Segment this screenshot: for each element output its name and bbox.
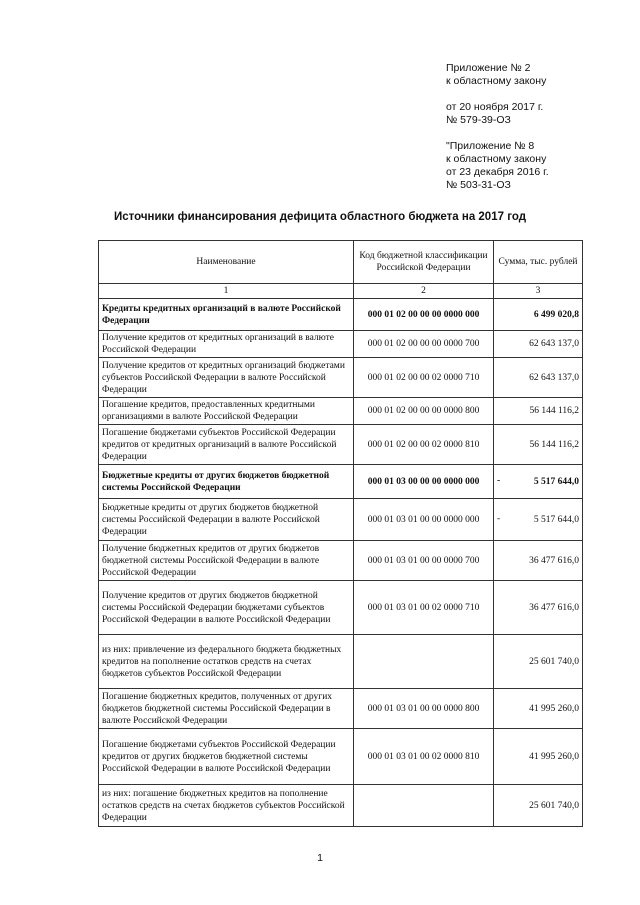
table-row <box>99 689 583 729</box>
annex-line: "Приложение № 8 <box>446 140 535 152</box>
row-sum <box>494 425 583 465</box>
table-row <box>99 398 583 425</box>
row-sum <box>494 581 583 635</box>
row-sum <box>494 499 583 541</box>
annex-line: от 20 ноября 2017 г. <box>446 101 544 113</box>
header-name: Наименование <box>99 241 354 284</box>
row-code: 000 01 02 00 00 00 0000 000 <box>354 299 494 331</box>
table-row <box>99 358 583 398</box>
annex-line: к областному закону <box>446 153 547 165</box>
row-sum-value: 41 995 260,0 <box>529 703 579 714</box>
row-sum <box>494 465 583 499</box>
row-sum <box>494 358 583 398</box>
row-sum-value: 41 995 260,0 <box>529 751 579 762</box>
row-sum-value: 62 643 137,0 <box>529 339 579 349</box>
annex-gap <box>446 127 549 140</box>
annex-line: № 503-31-ОЗ <box>446 179 511 191</box>
row-sum <box>494 541 583 581</box>
row-name: из них: привлечение из федерального бюджета бюджетных кредитов на пополнение остатков средств на счетах бюджетов субъектов Российской Федерации <box>99 635 354 689</box>
row-code: 000 01 02 00 00 00 0000 700 <box>354 331 494 358</box>
row-name: Бюджетные кредиты от других бюджетов бюджетной системы Российской Федерации <box>99 465 354 499</box>
column-number: 3 <box>494 284 583 299</box>
annex-gap <box>446 88 549 101</box>
row-sum <box>494 299 583 331</box>
table-row <box>99 581 583 635</box>
row-sum-value: 25 601 740,0 <box>529 800 579 811</box>
row-sum-value: 36 477 616,0 <box>529 602 579 613</box>
row-code: 000 01 03 01 00 00 0000 800 <box>354 689 494 729</box>
row-code: 000 01 03 00 00 00 0000 000 <box>354 465 494 499</box>
row-name: Получение кредитов от кредитных организаций бюджетами субъектов Российской Федерации в валюте Российской Федерации <box>99 358 354 398</box>
row-code <box>354 635 494 689</box>
row-sum <box>494 729 583 785</box>
row-name: Погашение бюджетами субъектов Российской Федерации кредитов от кредитных организаций в валюте Российской Федерации <box>99 425 354 465</box>
annex-line: от 23 декабря 2016 г. <box>446 166 549 178</box>
row-code: 000 01 02 00 00 02 0000 710 <box>354 358 494 398</box>
table-row <box>99 331 583 358</box>
row-code: 000 01 03 01 00 00 0000 700 <box>354 541 494 581</box>
annex-line: к областному закону <box>446 75 547 87</box>
column-number-row <box>99 284 583 299</box>
row-name: Бюджетные кредиты от других бюджетов бюджетной системы Российской Федерации в валюте Российской Федерации <box>99 499 354 541</box>
row-name: Погашение бюджетных кредитов, полученных от других бюджетов бюджетной системы Российской Федерации в валюте Российской Федерации <box>99 689 354 729</box>
column-number: 1 <box>99 284 354 299</box>
page-number: 1 <box>317 852 323 864</box>
annex-header <box>446 62 549 192</box>
row-sum <box>494 635 583 689</box>
row-sum-value: 56 144 116,2 <box>529 406 579 416</box>
annex-line: Приложение № 2 <box>446 62 531 74</box>
table-row <box>99 541 583 581</box>
row-sum-dash: - <box>497 475 501 486</box>
row-code: 000 01 03 01 00 02 0000 810 <box>354 729 494 785</box>
column-number: 2 <box>354 284 494 299</box>
table-row <box>99 729 583 785</box>
row-name: Погашение кредитов, предоставленных кредитными организациями в валюте Российской Федерации <box>99 398 354 425</box>
row-sum-value: 5 517 644,0 <box>533 514 579 525</box>
row-sum-dash: - <box>497 513 501 524</box>
row-sum-value: 6 499 020,8 <box>533 309 579 320</box>
row-sum <box>494 398 583 425</box>
row-code: 000 01 03 01 00 02 0000 710 <box>354 581 494 635</box>
row-sum <box>494 331 583 358</box>
table-row <box>99 785 583 827</box>
financing-sources-table <box>98 240 583 827</box>
row-code <box>354 785 494 827</box>
table-row <box>99 465 583 499</box>
row-name: Кредиты кредитных организаций в валюте Российской Федерации <box>99 299 354 331</box>
row-sum-value: 25 601 740,0 <box>529 656 579 667</box>
annex-line: № 579-39-ОЗ <box>446 114 511 126</box>
row-sum-value: 62 643 137,0 <box>529 372 579 383</box>
row-name: из них: погашение бюджетных кредитов на пополнение остатков средств на счетах бюджетов субъектов Российской Федерации <box>99 785 354 827</box>
header-sum: Сумма, тыс. рублей <box>494 241 583 284</box>
row-sum <box>494 689 583 729</box>
document-title: Источники финансирования дефицита областного бюджета на 2017 год <box>113 211 527 223</box>
table-row <box>99 635 583 689</box>
row-sum-value: 36 477 616,0 <box>529 555 579 566</box>
table-row <box>99 299 583 331</box>
table-row <box>99 425 583 465</box>
row-code: 000 01 02 00 00 00 0000 800 <box>354 398 494 425</box>
row-sum-value: 5 517 644,0 <box>533 476 579 487</box>
row-code: 000 01 02 00 00 02 0000 810 <box>354 425 494 465</box>
row-name: Получение кредитов от кредитных организаций в валюте Российской Федерации <box>99 331 354 358</box>
row-name: Погашение бюджетами субъектов Российской Федерации кредитов от других бюджетов бюджетной системы Российской Федерации в валюте Российской Федерации <box>99 729 354 785</box>
row-sum-value: 56 144 116,2 <box>529 439 579 450</box>
table-header-row <box>99 241 583 284</box>
row-name: Получение кредитов от других бюджетов бюджетной системы Российской Федерации бюджетами субъектов Российской Федерации в валюте Российской Федерации <box>99 581 354 635</box>
row-code: 000 01 03 01 00 00 0000 000 <box>354 499 494 541</box>
header-code: Код бюджетной классификации Российской Федерации <box>354 241 494 284</box>
row-sum <box>494 785 583 827</box>
table-row <box>99 499 583 541</box>
row-name: Получение бюджетных кредитов от других бюджетов бюджетной системы Российской Федерации в валюте Российской Федерации <box>99 541 354 581</box>
